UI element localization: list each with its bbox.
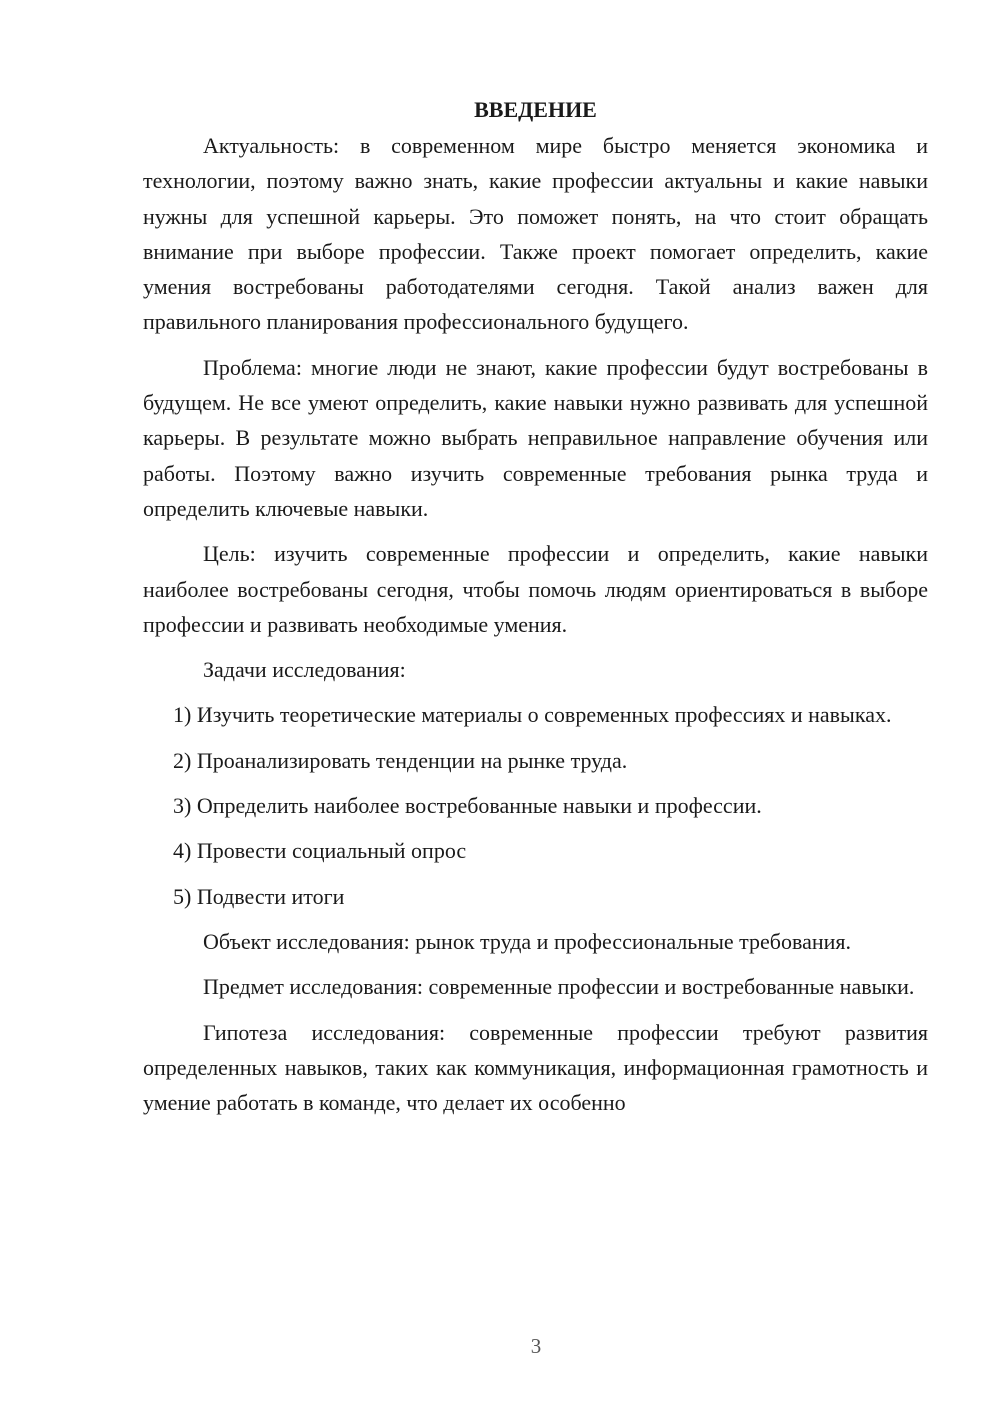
paragraph-goal: Цель: изучить современные профессии и определить, какие навыки наиболее востребованы сегодня, чтобы помочь людям ориентироваться в выборе профессии и развивать необходимые умения. xyxy=(143,541,928,637)
task-item-2: 2) Проанализировать тенденции на рынке труда. xyxy=(173,747,628,773)
paragraph-relevance: Актуальность: в современном мире быстро меняется экономика и технологии, поэтому важно знать, какие профессии актуальны и какие навыки нужны для успешной карьеры. Это поможет понять, на что стоит обращать внимание при выборе профессии. Также проект помогает определить, какие умения востребованы работодателями сегодня. Такой анализ важен для правильного планирования профессионального будущего. xyxy=(143,133,928,335)
paragraph-hypothesis: Гипотеза исследования: современные профессии требуют развития определенных навыков, таких как коммуникация, информационная грамотность и умение работать в команде, что делает их особенно xyxy=(143,1019,928,1116)
task-item-5: 5) Подвести итоги xyxy=(173,883,345,909)
paragraph-problem: Проблема: многие люди не знают, какие профессии будут востребованы в будущем. Не все умеют определить, какие навыки нужно развивать для успешной карьеры. В результате можно выбрать неправильное направление обучения или работы. Поэтому важно изучить современные требования рынка труда и определить ключевые навыки. xyxy=(143,354,928,521)
task-item-3: 3) Определить наиболее востребованные навыки и профессии. xyxy=(173,793,762,819)
paragraph-subject: Предмет исследования: современные профессии и востребованные навыки. xyxy=(203,974,915,1000)
task-item-4: 4) Провести социальный опрос xyxy=(173,838,467,864)
paragraph-object: Объект исследования: рынок труда и профессиональные требования. xyxy=(203,928,852,954)
document-page xyxy=(143,94,928,1130)
page-number: 3 xyxy=(530,1334,542,1358)
tasks-heading: Задачи исследования: xyxy=(203,657,406,683)
task-item-1: 1) Изучить теоретические материалы о современных профессиях и навыках. xyxy=(173,702,892,728)
page-title: ВВЕДЕНИЕ xyxy=(474,97,597,122)
